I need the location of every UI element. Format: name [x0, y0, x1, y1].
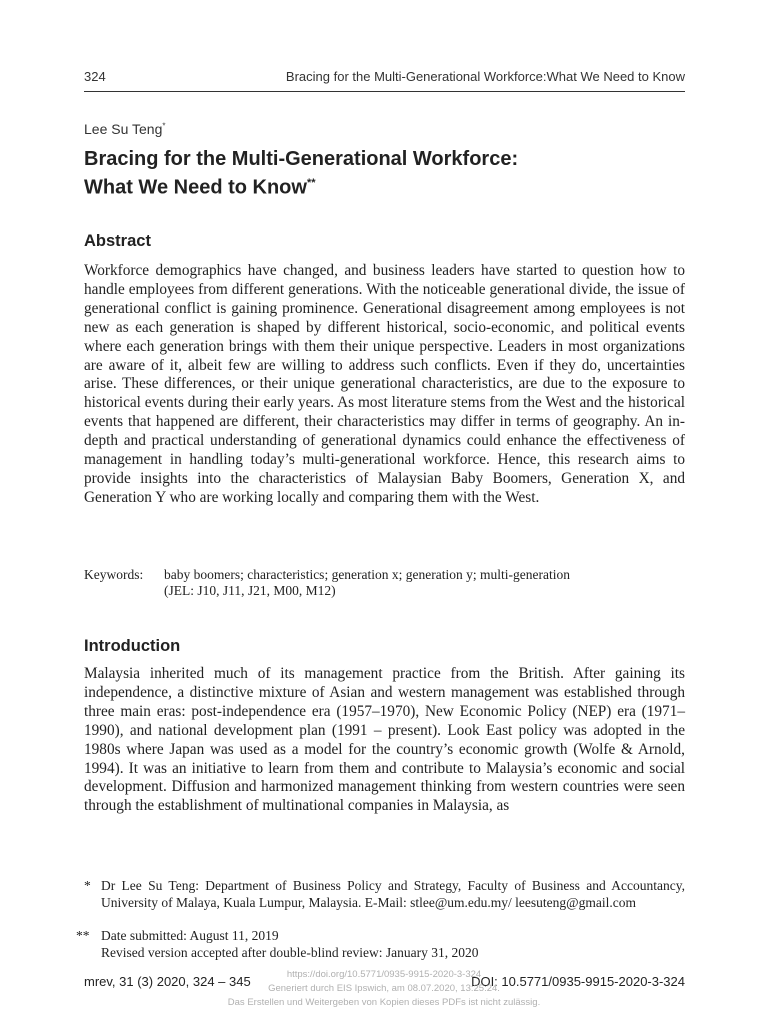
- title-line-2-wrap: [84, 171, 684, 200]
- journal-citation: mrev, 31 (3) 2020, 324 – 345: [84, 974, 251, 989]
- running-header: [84, 67, 685, 92]
- date-revised: Revised version accepted after double-blind review: January 31, 2020: [101, 945, 479, 960]
- watermark-notice: Das Erstellen und Weitergeben von Kopien dieses PDFs ist nicht zulässig.: [227, 997, 541, 1008]
- introduction-heading: Introduction: [84, 637, 181, 655]
- running-title: Bracing for the Multi-Generational Workforce:What We Need to Know: [285, 69, 685, 84]
- title-line-1: Bracing for the Multi-Generational Workforce:: [84, 148, 519, 170]
- keywords-text: [164, 567, 684, 599]
- author-name: [84, 121, 166, 137]
- footnote-mark-2: **: [76, 928, 90, 943]
- abstract-heading: Abstract: [84, 232, 151, 250]
- abstract-body: Workforce demographics have changed, and business leaders have started to question how to handle employees from different generations. With the noticeable generational divide, the issue of generational conflict is gaining prominence. Generational disagreement among employees is not new as each generation is shaped by different historical, socio-economic, and political events where each generation brings with them their unique perspective. Leaders in most organizations are aware of it, albeit few are willing to address such conflicts. Even if they do, uncertainties arise. These differences, or their unique generational characteristics, are due to the exposure to historical events during their early years. As most literature stems from the West and the historical events that happened are different, their characteristics may differ in terms of geography. An in-depth and practical understanding of generational dynamics could enhance the effectiveness of management in handling today’s multi-generational workforce. Hence, this research aims to provide insights into the characteristics of Malaysian Baby Boomers, Generation X, and Generation Y who are working locally and comparing them with the West.: [84, 262, 685, 506]
- keywords-terms: baby boomers; characteristics; generation x; generation y; multi-generation: [164, 567, 570, 582]
- watermark-generated: Generiert durch EIS Ipswich, am 08.07.2020, 13:25:24.: [268, 983, 500, 994]
- doi: DOI: 10.5771/0935-9915-2020-3-324: [471, 974, 685, 989]
- keywords-label: Keywords:: [84, 567, 144, 582]
- author-name-text: Lee Su Teng: [84, 121, 163, 137]
- keywords-jel: (JEL: J10, J11, J21, M00, M12): [164, 583, 336, 598]
- watermark-url: https://doi.org/10.5771/0935-9915-2020-3-324: [286, 969, 482, 980]
- page-number: 324: [84, 69, 106, 84]
- article-title: [84, 147, 684, 200]
- introduction-body: Malaysia inherited much of its management practice from the British. After gaining its independence, a distinctive mixture of Asian and western management was established through three main eras: post-independence era (1957–1970), New Economic Policy (NEP) era (1971–1990), and national development plan (1991 – present). Look East policy was adopted in the 1980s where Japan was used as a model for the country’s economic growth (Wolfe & Arnold, 1994). It was an initiative to learn from them and contribute to Malaysia’s economic and social development. Diffusion and harmonized management thinking from western countries were seen through the establishment of multinational companies in Malaysia, as: [84, 665, 685, 815]
- date-submitted: Date submitted: August 11, 2019: [101, 928, 279, 943]
- title-footnote-mark: **: [306, 177, 316, 189]
- author-footnote-mark: *: [162, 121, 166, 131]
- footnote-mark-1: *: [84, 878, 91, 893]
- title-line-2: What We Need to Know: [84, 176, 307, 199]
- footnote-dates-text: [101, 927, 685, 961]
- footnote-author-text: Dr Lee Su Teng: Department of Business Policy and Strategy, Faculty of Business and Accountancy, University of Malaya, Kuala Lumpur, Malaysia. E-Mail: stlee@um.edu.my/ leesuteng@gmail.com: [101, 878, 685, 910]
